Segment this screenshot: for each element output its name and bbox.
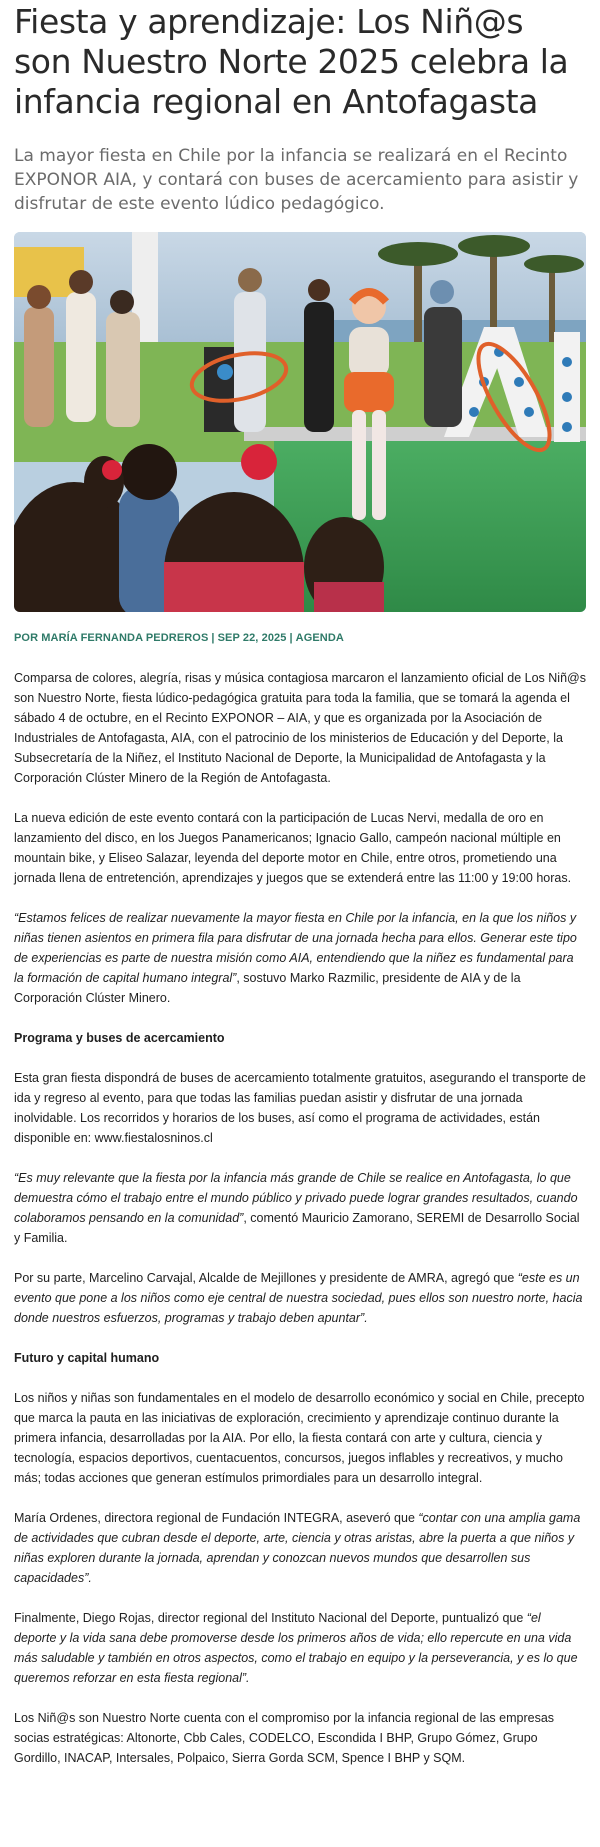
section-heading-programa: Programa y buses de acercamiento: [14, 1031, 225, 1045]
byline: [14, 632, 586, 644]
article-subtitle: La mayor fiesta en Chile por la infancia se realizará en el Recinto EXPONOR AIA, y contará con buses de acercamiento para asistir y disfrutar de este evento lúdico pedagógico.: [14, 146, 579, 214]
paragraph-4: Esta gran fiesta dispondrá de buses de acercamiento totalmente gratuitos, asegurando el transporte de ida y regreso al evento, para que todas las familias puedan asistir y disfrutar de una jornada inolvidable. Los recorridos y horarios de los buses, así como el programa de actividades, están disponible en: www.fiestalosninos.cl: [14, 1071, 586, 1145]
quote-zamorano: “Es muy relevante que la fiesta por la infancia más grande de Chile se realice en Antofagasta, lo que demuestra cómo el trabajo entre el mundo público y privado puede lograr grandes resultados, cuando colaboramos pensando en la comunidad”: [14, 1171, 578, 1225]
paragraph-lead: María Ordenes, directora regional de Fundación INTEGRA, aseveró que: [14, 1511, 419, 1525]
quote-carvajal: “este es un evento que pone a los niños como eje central de nuestra sociedad, pues ellos son nuestro norte, hacia donde nuestros esfuerzos, programas y trabajo deben apuntar”.: [14, 1271, 583, 1325]
quote-attribution: , comentó Mauricio Zamorano, SEREMI de Desarrollo Social y Familia.: [14, 1211, 580, 1245]
paragraph-3: [14, 908, 586, 1008]
byline-date: SEP 22, 2025: [217, 632, 287, 644]
paragraph-lead: Por su parte, Marcelino Carvajal, Alcalde de Mejillones y presidente de AMRA, agregó que: [14, 1271, 518, 1285]
paragraph-5: [14, 1168, 586, 1248]
quote-attribution: , sostuvo Marko Razmilic, presidente de AIA y de la Corporación Clúster Minero.: [14, 971, 521, 1005]
quote-razmilic: “Estamos felices de realizar nuevamente la mayor fiesta en Chile por la infancia, en la que los niños y niñas tienen asientos en primera fila para disfrutar de una jornada hecha para ellos. Generar este tipo de experiencias es parte de nuestra misión como AIA, entendiendo que la niñez es fundamental para la formación de capital humano integral”: [14, 911, 577, 985]
paragraph-8: [14, 1508, 586, 1588]
byline-category[interactable]: AGENDA: [295, 632, 344, 644]
paragraph-2: La nueva edición de este evento contará con la participación de Lucas Nervi, medalla de oro en lanzamiento del disco, en los Juegos Panamericanos; Ignacio Gallo, campeón nacional múltiple en mountain bike, y Eliseo Salazar, leyenda del deporte motor en Chile, entre otros, prometiendo una jornada llena de entretención, aprendizajes y juegos que se extenderá entre las 11:00 y 19:00 horas.: [14, 811, 572, 885]
byline-separator-2: |: [289, 632, 293, 644]
hero-image[interactable]: [14, 232, 586, 612]
hero-photo-illustration: [14, 232, 586, 612]
paragraph-7: Los niños y niñas son fundamentales en el modelo de desarrollo económico y social en Chile, precepto que marca la pauta en las iniciativas de exploración, crecimiento y aprendizaje continuo durante la primera infancia, desarrolladas por la AIA. Por ello, la fiesta contará con arte y cultura, ciencia y tecnología, espacios deportivos, cuentacuentos, concursos, juegos inflables y recreativos, y mucho más; todas acciones que generan estímulos primordiales para un desarrollo integral.: [14, 1391, 585, 1485]
quote-rojas: “el deporte y la vida sana debe promoverse desde los primeros años de vida; ello repercute en una vida más saludable y también en otros aspectos, como el trabajo en equipo y la perseverancia, y es lo que queremos reforzar en esta fiesta regional”.: [14, 1611, 578, 1685]
paragraph-10: Los Niñ@s son Nuestro Norte cuenta con el compromiso por la infancia regional de las empresas socias estratégicas: Altonorte, Cbb Cales, CODELCO, Escondida I BHP, Grupo Gómez, Grupo Gordillo, INACAP, Intersales, Polpaico, Sierra Gorda SCM, Spence I BHP y SQM.: [14, 1711, 555, 1765]
article-title: Fiesta y aprendizaje: Los Niñ@s son Nuestro Norte 2025 celebra la infancia regional en Antofagasta: [14, 2, 569, 121]
paragraph-lead: Finalmente, Diego Rojas, director regional del Instituto Nacional del Deporte, puntualizó que: [14, 1611, 527, 1625]
paragraph-9: [14, 1608, 586, 1688]
byline-separator: |: [211, 632, 215, 644]
section-heading-futuro: Futuro y capital humano: [14, 1351, 160, 1365]
paragraph-1: Comparsa de colores, alegría, risas y música contagiosa marcaron el lanzamiento oficial de Los Niñ@s son Nuestro Norte, fiesta lúdico-pedagógica gratuita para toda la familia, que se tomará la agenda el sábado 4 de octubre, en el Recinto EXPONOR – AIA, y que es organizada por la Asociación de Industriales de Antofagasta, AIA, con el patrocinio de los ministerios de Educación y del Deporte, la Subsecretaría de la Niñez, el Instituto Nacional de Deporte, la Municipalidad de Antofagasta y la Corporación Clúster Minero de la Región de Antofagasta.: [14, 671, 586, 785]
paragraph-6: [14, 1268, 586, 1328]
quote-ordenes: “contar con una amplia gama de actividades que cubran desde el deporte, arte, ciencia y otras aristas, abre la puerta a que niños y niñas exploren durante la jornada, aprendan y conozcan nuevos mundos que desarrollen sus capacidades”.: [14, 1511, 581, 1585]
article-body: [14, 668, 586, 1768]
byline-author[interactable]: POR MARÍA FERNANDA PEDREROS: [14, 632, 209, 644]
